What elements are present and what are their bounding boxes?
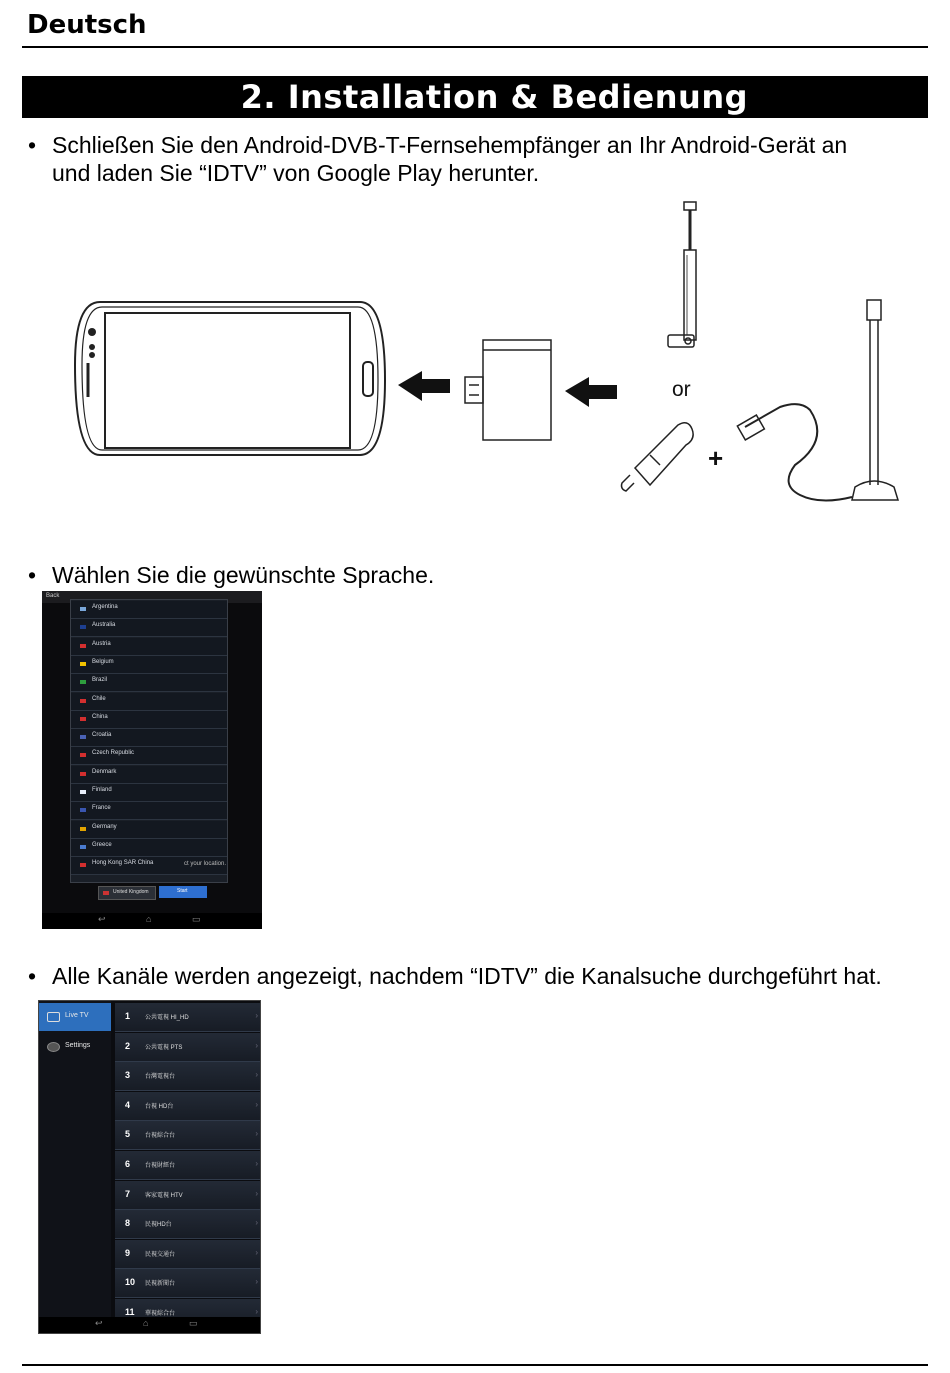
country-name: Argentina	[92, 604, 118, 610]
chevron-right-icon: ›	[255, 1099, 258, 1109]
country-name: Finland	[92, 787, 112, 793]
channel-name: 台視財經台	[145, 1163, 176, 1169]
flag-icon	[80, 808, 86, 812]
country-list-item[interactable]	[71, 619, 227, 637]
flag-icon	[80, 644, 86, 648]
back-nav-icon[interactable]: ↩	[95, 1318, 103, 1328]
chevron-right-icon: ›	[255, 1129, 258, 1139]
channel-number: 4	[125, 1099, 131, 1110]
flag-icon	[80, 772, 86, 776]
country-list-item[interactable]	[71, 693, 227, 711]
channel-number: 6	[125, 1159, 131, 1169]
magnetic-antenna-drawing	[737, 300, 898, 501]
step-1-line-2: und laden Sie “IDTV” von Google Play herunter.	[52, 160, 540, 186]
selected-country: United Kingdom	[113, 889, 149, 895]
country-list[interactable]	[70, 599, 228, 883]
android-nav-bar	[39, 1317, 261, 1333]
location-hint: ct your location.	[184, 861, 227, 867]
chevron-right-icon: ›	[255, 1040, 258, 1050]
channel-number: 9	[125, 1247, 131, 1258]
android-nav-bar	[42, 913, 262, 929]
country-name: Chile	[92, 695, 106, 702]
channel-number: 11	[125, 1307, 135, 1317]
channel-name: 公共電視 HI_HD	[145, 1015, 189, 1021]
channel-row[interactable]	[115, 1033, 261, 1062]
country-list-item[interactable]	[71, 729, 227, 747]
arrow-left-icon	[398, 371, 450, 401]
channel-number: 7	[125, 1188, 131, 1199]
flag-icon	[103, 891, 109, 895]
flag-icon	[80, 662, 86, 666]
channel-list-screenshot	[38, 1000, 261, 1334]
flag-icon	[80, 735, 86, 739]
channel-row[interactable]	[115, 1121, 261, 1150]
flag-icon	[80, 680, 86, 684]
country-list-item[interactable]	[71, 821, 227, 839]
country-list-item[interactable]	[71, 747, 227, 765]
bullet-icon: •	[28, 562, 37, 588]
app-sidebar	[39, 1001, 111, 1319]
chevron-right-icon: ›	[255, 1307, 258, 1316]
country-list-item[interactable]	[71, 839, 227, 857]
step-1-line-1: Schließen Sie den Android-DVB-T-Fernsehempfänger an Ihr Android-Gerät an	[52, 132, 848, 158]
channel-name: 客家電視 HTV	[145, 1192, 183, 1199]
channel-row[interactable]	[115, 1181, 261, 1210]
channel-name: 台視綜合台	[145, 1133, 176, 1140]
tv-receiver-drawing	[465, 340, 551, 440]
channel-row[interactable]	[115, 1003, 261, 1032]
flag-icon	[80, 753, 86, 757]
channel-number: 2	[125, 1040, 131, 1051]
country-name: Hong Kong SAR China	[92, 860, 154, 867]
phone-sensors	[88, 328, 96, 358]
document-language-label: Deutsch	[27, 10, 147, 40]
back-button[interactable]: Back	[46, 593, 60, 599]
gear-icon	[47, 1042, 60, 1052]
chevron-right-icon: ›	[255, 1218, 258, 1228]
sidebar-item-live-tv[interactable]	[39, 1003, 111, 1031]
channel-name: 公共電視 PTS	[145, 1044, 183, 1051]
channel-row[interactable]	[115, 1062, 261, 1091]
channel-name: 民視HD台	[145, 1222, 172, 1229]
country-selection-screenshot	[42, 591, 262, 929]
country-name: Australia	[92, 622, 116, 629]
chevron-right-icon: ›	[255, 1277, 258, 1287]
country-list-item[interactable]	[71, 766, 227, 784]
home-nav-icon[interactable]: ⌂	[146, 914, 152, 924]
chevron-right-icon: ›	[255, 1070, 258, 1080]
channel-name: 民視新聞台	[145, 1281, 176, 1288]
country-name: Brazil	[92, 677, 108, 684]
flag-icon	[80, 607, 86, 611]
channel-name: 台灣電視台	[145, 1074, 176, 1081]
telescopic-antenna-drawing	[668, 202, 696, 347]
back-nav-icon[interactable]: ↩	[98, 914, 106, 924]
header-rule	[22, 46, 928, 48]
channel-row[interactable]	[115, 1269, 261, 1298]
channel-number: 3	[125, 1070, 131, 1081]
home-nav-icon[interactable]: ⌂	[143, 1318, 149, 1328]
connection-illustration	[60, 195, 920, 525]
country-name: Germany	[92, 823, 117, 830]
country-name: China	[92, 713, 108, 720]
channel-number: 1	[125, 1011, 131, 1021]
channel-row[interactable]	[115, 1092, 261, 1121]
channel-name: 華視綜合台	[145, 1311, 176, 1317]
tv-icon	[47, 1012, 60, 1022]
flag-icon	[80, 699, 86, 703]
antenna-adapter-drawing	[622, 423, 694, 491]
country-list-item[interactable]	[71, 601, 227, 619]
flag-icon	[80, 845, 86, 849]
country-name: Czech Republic	[92, 750, 135, 757]
start-button-label: Start	[177, 888, 188, 894]
country-list-item[interactable]	[71, 656, 227, 674]
channel-row[interactable]	[115, 1240, 261, 1269]
country-list-item[interactable]	[71, 711, 227, 729]
smartphone-drawing	[75, 302, 385, 455]
bullet-icon: •	[28, 963, 37, 989]
channel-row[interactable]	[115, 1210, 261, 1239]
recents-nav-icon[interactable]: ▭	[192, 914, 201, 924]
sidebar-item-label: Live TV	[65, 1012, 89, 1019]
country-name: Greece	[92, 841, 112, 848]
flag-icon	[80, 717, 86, 721]
country-name: Croatia	[92, 732, 112, 739]
flag-icon	[80, 863, 86, 867]
channel-number: 5	[125, 1129, 131, 1140]
channel-number: 8	[125, 1218, 131, 1229]
country-dropdown[interactable]	[98, 886, 156, 900]
country-list-item[interactable]	[71, 784, 227, 802]
bullet-icon: •	[28, 132, 37, 158]
flag-icon	[80, 790, 86, 794]
start-button[interactable]	[159, 886, 207, 898]
section-title: 2. Installation & Bedienung	[240, 78, 748, 116]
channel-name: 台視 HD台	[145, 1103, 174, 1110]
sidebar-item-settings[interactable]	[39, 1033, 111, 1061]
plus-label: +	[708, 443, 724, 473]
country-list-item[interactable]	[71, 638, 227, 656]
chevron-right-icon: ›	[255, 1159, 258, 1168]
country-list-item[interactable]	[71, 802, 227, 820]
country-name: France	[92, 805, 111, 812]
chevron-right-icon: ›	[255, 1188, 258, 1198]
country-name: Belgium	[92, 658, 114, 665]
flag-icon	[80, 827, 86, 831]
country-name: Austria	[92, 640, 111, 647]
step-3-line-1: Alle Kanäle werden angezeigt, nachdem “IDTV” die Kanalsuche durchgeführt hat.	[52, 963, 882, 989]
footer-rule	[22, 1364, 928, 1366]
or-label: or	[672, 378, 691, 401]
channel-number: 10	[125, 1277, 136, 1288]
arrow-left-icon-2	[565, 377, 617, 407]
section-banner	[22, 76, 928, 118]
chevron-right-icon: ›	[255, 1011, 258, 1020]
channel-row[interactable]	[115, 1151, 261, 1180]
step-2-line-1: Wählen Sie die gewünschte Sprache.	[52, 562, 435, 588]
recents-nav-icon[interactable]: ▭	[189, 1318, 198, 1328]
sidebar-item-label: Settings	[65, 1042, 91, 1049]
channel-name: 民視交通台	[145, 1251, 176, 1258]
chevron-right-icon: ›	[255, 1247, 258, 1257]
country-name: Denmark	[92, 768, 117, 775]
flag-icon	[80, 625, 86, 629]
country-list-item[interactable]	[71, 674, 227, 692]
